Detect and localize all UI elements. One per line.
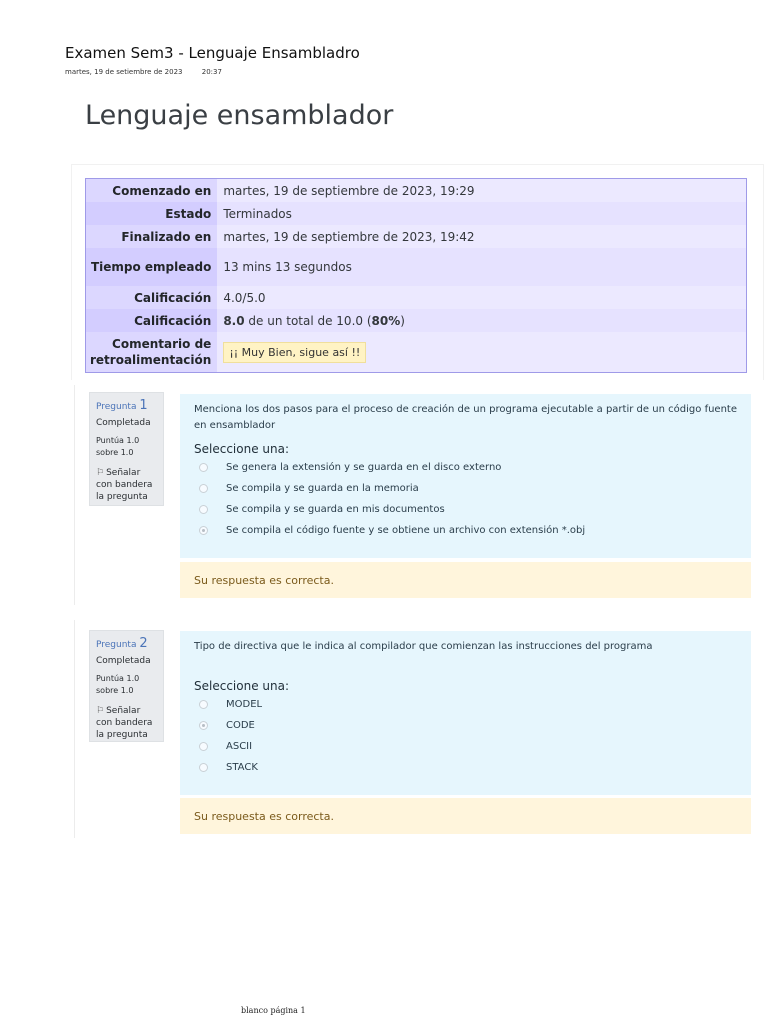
- summary-value: 13 mins 13 segundos: [217, 248, 746, 286]
- answer-option[interactable]: [194, 736, 737, 757]
- quiz-heading: Lenguaje ensamblador: [85, 100, 394, 131]
- answer-label: Se compila y se guarda en la memoria: [226, 483, 419, 494]
- question-2-formulation: [180, 631, 751, 795]
- flag-question-link[interactable]: [96, 705, 157, 741]
- summary-value: [217, 332, 746, 373]
- question-state: Completada: [96, 418, 151, 428]
- summary-row-feedback: [86, 332, 747, 373]
- document-title: Examen Sem3 - Lenguaje Ensambladro: [65, 44, 360, 62]
- question-prompt: Seleccione una:: [194, 442, 289, 456]
- radio-icon[interactable]: [199, 484, 208, 493]
- summary-label: Tiempo empleado: [86, 248, 218, 286]
- summary-row-started: [86, 179, 747, 203]
- grade-mid: de un total de 10.0 (: [244, 313, 372, 328]
- question-text: Menciona los dos pasos para el proceso de creación de un programa ejecutable a partir de un código fuente en ensamblador: [194, 404, 737, 431]
- summary-label: Calificación: [86, 286, 218, 309]
- answer-label: Se compila y se guarda en mis documentos: [226, 504, 445, 515]
- summary-value: [217, 309, 746, 332]
- summary-value: martes, 19 de septiembre de 2023, 19:29: [217, 179, 746, 203]
- summary-row-finished: [86, 225, 747, 248]
- feedback-chip: ¡¡ Muy Bien, sigue así !!: [223, 342, 366, 363]
- summary-value: martes, 19 de septiembre de 2023, 19:42: [217, 225, 746, 248]
- flag-icon: ⚐: [96, 468, 105, 478]
- question-state: Completada: [96, 656, 151, 666]
- summary-row-grade: [86, 309, 747, 332]
- document-date: martes, 19 de setiembre de 2023: [65, 68, 183, 76]
- question-1-info: [89, 392, 164, 506]
- flag-icon: ⚐: [96, 706, 105, 716]
- radio-checked-icon[interactable]: [199, 526, 208, 535]
- answer-label: CODE: [226, 720, 255, 731]
- summary-label: Comentario de retroalimentación: [86, 332, 218, 373]
- question-grade: Puntúa 1.0 sobre 1.0: [96, 436, 140, 457]
- answer-option[interactable]: [194, 757, 737, 778]
- answer-option-selected[interactable]: [194, 715, 737, 736]
- answer-option[interactable]: [194, 499, 737, 520]
- summary-value: 4.0/5.0: [217, 286, 746, 309]
- summary-row-state: [86, 202, 747, 225]
- summary-row-marks: [86, 286, 747, 309]
- radio-checked-icon[interactable]: [199, 721, 208, 730]
- grade-bold: 8.0: [223, 313, 245, 328]
- question-prompt: Seleccione una:: [194, 679, 289, 693]
- question-1-feedback: Su respuesta es correcta.: [180, 562, 751, 598]
- question-number: [96, 400, 157, 413]
- grade-end: ): [400, 313, 405, 328]
- answer-label: Se compila el código fuente y se obtiene un archivo con extensión *.obj: [226, 525, 586, 536]
- answer-option-selected[interactable]: [194, 520, 737, 541]
- answer-option[interactable]: [194, 478, 737, 499]
- radio-icon[interactable]: [199, 505, 208, 514]
- radio-icon[interactable]: [199, 742, 208, 751]
- summary-row-time: [86, 248, 747, 286]
- answer-option[interactable]: [194, 694, 737, 715]
- radio-icon[interactable]: [199, 463, 208, 472]
- question-1-divider: [74, 385, 75, 605]
- flag-question-link[interactable]: [96, 467, 157, 503]
- question-number: [96, 638, 157, 651]
- question-grade: Puntúa 1.0 sobre 1.0: [96, 674, 140, 695]
- summary-value: Terminados: [217, 202, 746, 225]
- question-number-value: 2: [139, 636, 148, 651]
- flag-label: Señalar con bandera la pregunta: [96, 706, 153, 740]
- answer-label: Se genera la extensión y se guarda en el disco externo: [226, 462, 502, 473]
- radio-icon[interactable]: [199, 700, 208, 709]
- question-1-formulation: [180, 394, 751, 558]
- summary-table: [85, 178, 747, 373]
- answer-label: ASCII: [226, 741, 253, 752]
- summary-label: Comenzado en: [86, 179, 218, 203]
- question-2-feedback: Su respuesta es correcta.: [180, 798, 751, 834]
- question-number-label: Pregunta: [96, 640, 137, 650]
- grade-percent: 80%: [371, 313, 401, 328]
- question-number-label: Pregunta: [96, 402, 137, 412]
- radio-icon[interactable]: [199, 763, 208, 772]
- answer-option[interactable]: [194, 457, 737, 478]
- question-2-info: [89, 630, 164, 742]
- answer-label: STACK: [226, 762, 258, 773]
- question-text: Tipo de directiva que le indica al compilador que comienzan las instrucciones del programa: [194, 641, 653, 652]
- summary-label: Estado: [86, 202, 218, 225]
- question-number-value: 1: [139, 398, 148, 413]
- document-time: 20:37: [201, 68, 222, 76]
- flag-label: Señalar con bandera la pregunta: [96, 468, 153, 502]
- question-2-divider: [74, 620, 75, 838]
- summary-label: Finalizado en: [86, 225, 218, 248]
- page-footer: blanco página 1: [241, 1006, 306, 1015]
- answer-label: MODEL: [226, 699, 263, 710]
- summary-label: Calificación: [86, 309, 218, 332]
- document-meta: [65, 68, 222, 76]
